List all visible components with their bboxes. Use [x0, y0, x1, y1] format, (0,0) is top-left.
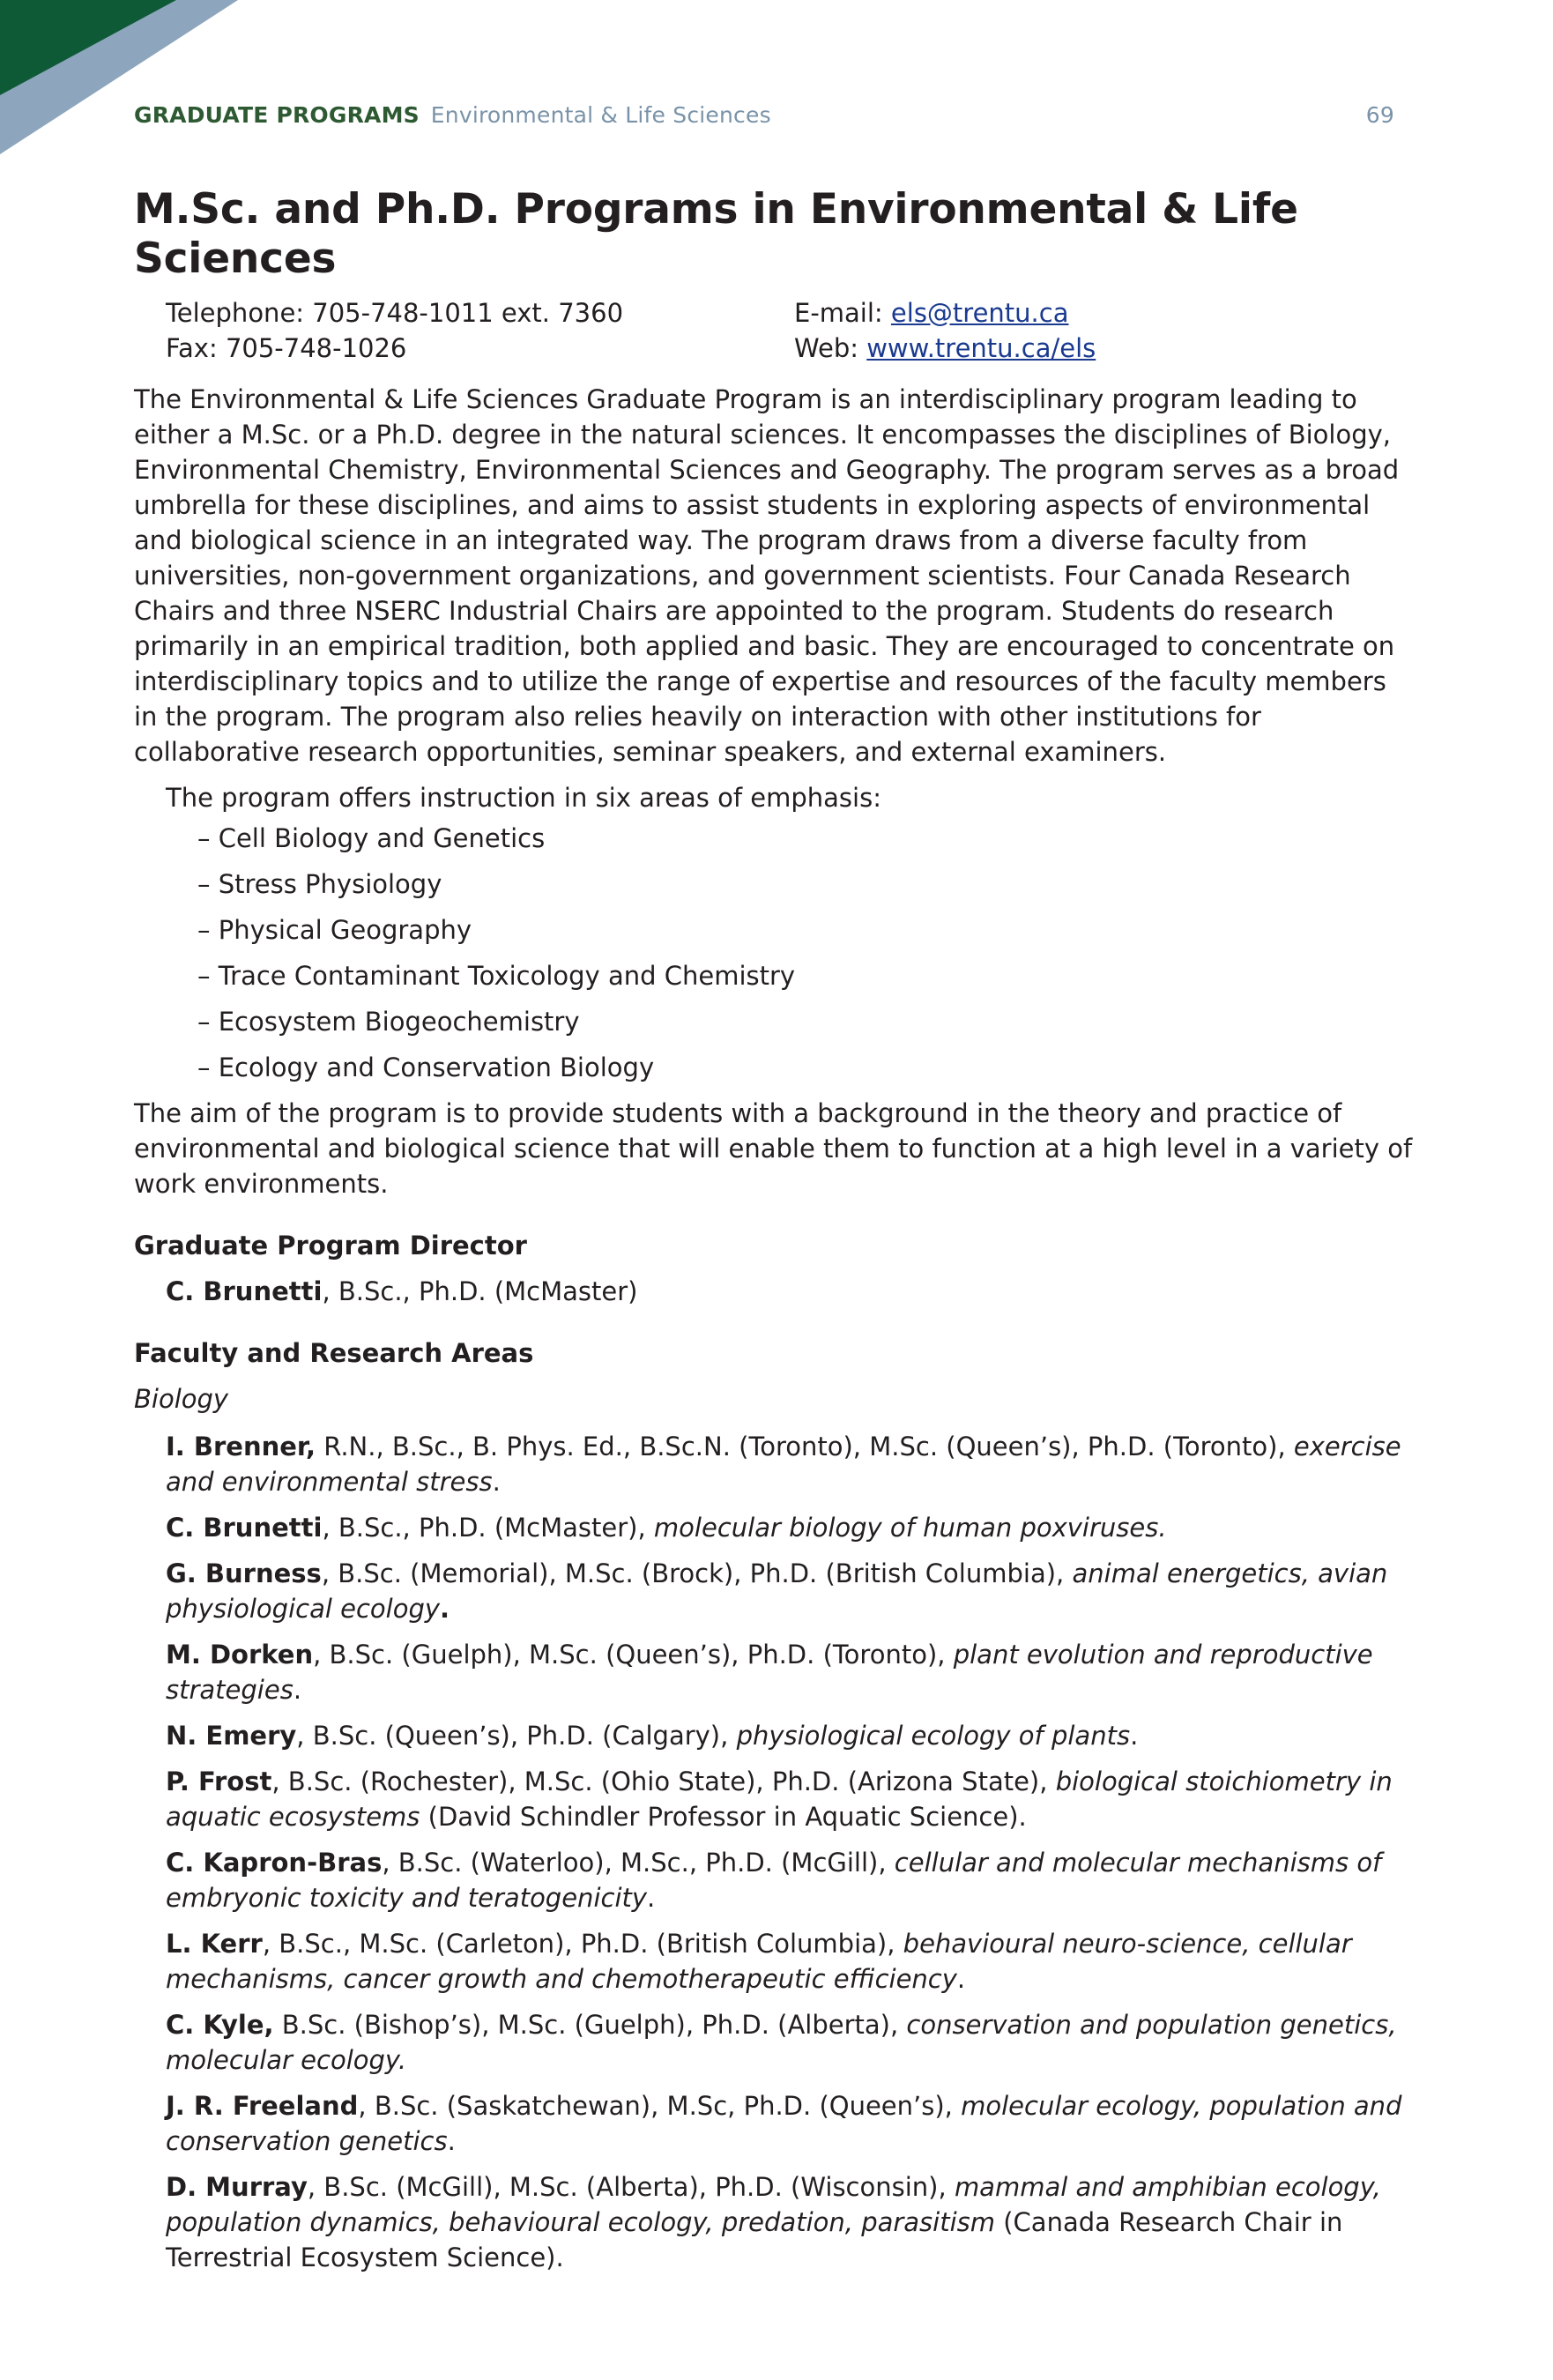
faculty-name: G. Burness	[166, 1558, 322, 1588]
email-line	[794, 295, 1069, 331]
running-header-section: GRADUATE PROGRAMS	[134, 102, 420, 128]
faculty-credentials: B.Sc. (Bishop’s), M.Sc. (Guelph), Ph.D. (Alberta),	[273, 2009, 907, 2040]
emphasis-list	[134, 821, 1416, 1085]
faculty-research: conservation and population genetics, molecular ecology.	[166, 2009, 1397, 2075]
faculty-research: molecular ecology, population and conservation genetics	[166, 2090, 1402, 2156]
faculty-research: biological stoichiometry in aquatic ecosystems	[166, 1766, 1393, 1832]
faculty-credentials: , B.Sc. (Memorial), M.Sc. (Brock), Ph.D. (British Columbia),	[321, 1558, 1073, 1588]
emphasis-item: – Cell Biology and Genetics	[197, 822, 546, 853]
faculty-name: M. Dorken	[166, 1639, 314, 1670]
faculty-entry	[166, 2088, 1416, 2159]
faculty-heading: Faculty and Research Areas	[134, 1337, 534, 1368]
faculty-credentials: , B.Sc. (Guelph), M.Sc. (Queen’s), Ph.D. (Toronto),	[313, 1639, 954, 1670]
emphasis-item: – Trace Contaminant Toxicology and Chemistry	[197, 960, 796, 991]
faculty-credentials: , B.Sc., Ph.D. (McMaster),	[322, 1512, 654, 1543]
emphasis-item: – Stress Physiology	[197, 868, 442, 899]
faculty-entry	[166, 1556, 1416, 1626]
director-name: C. Brunetti	[166, 1276, 323, 1306]
emphasis-item: – Physical Geography	[197, 914, 472, 945]
faculty-note: .	[447, 2125, 456, 2156]
emphasis-lead: The program offers instruction in six areas of emphasis:	[166, 782, 881, 813]
web-line	[794, 331, 1096, 366]
faculty-research: plant evolution and reproductive strategies	[166, 1639, 1373, 1705]
intro-paragraph: The Environmental & Life Sciences Graduate Program is an interdisciplinary program leading to either a M.Sc. or a Ph.D. degree in the natural sciences. It encompasses the disciplines of Biology, Environmental Chemistry, Environmental Sciences and Geography. The program serves as a broad umbrella for these disciplines, and aims to assist students in exploring aspects of environmental and biological science in an integrated way. The program draws from a diverse faculty from universities, non-government organizations, and government scientists. Four Canada Research Chairs and three NSERC Industrial Chairs are appointed to the program. Students do research primarily in an empirical tradition, both applied and basic. They are encouraged to concentrate on interdisciplinary topics and to utilize the range of expertise and resources of the faculty members in the program. The program also relies heavily on interaction with other institutions for collaborative research opportunities, seminar speakers, and external examiners.	[134, 383, 1400, 767]
director-credentials: , B.Sc., Ph.D. (McMaster)	[322, 1276, 638, 1306]
faculty-credentials: R.N., B.Sc., B. Phys. Ed., B.Sc.N. (Toronto), M.Sc. (Queen’s), Ph.D. (Toronto),	[316, 1431, 1294, 1461]
faculty-note: .	[440, 1593, 450, 1624]
faculty-name: P. Frost	[166, 1766, 272, 1796]
fax: Fax: 705-748-1026	[166, 332, 407, 363]
faculty-credentials: , B.Sc. (Rochester), M.Sc. (Ohio State), Ph.D. (Arizona State),	[271, 1766, 1056, 1796]
faculty-name: N. Emery	[166, 1720, 297, 1751]
faculty-name: C. Brunetti	[166, 1512, 323, 1543]
faculty-name: D. Murray	[166, 2171, 308, 2202]
faculty-research: molecular biology of human poxviruses.	[653, 1512, 1167, 1543]
faculty-note: (David Schindler Professor in Aquatic Science).	[420, 1801, 1027, 1832]
faculty-note: .	[956, 1963, 966, 1994]
web-label: Web:	[794, 332, 867, 363]
faculty-entry	[166, 1845, 1416, 1915]
page-title: M.Sc. and Ph.D. Programs in Environmental & Life Sciences	[134, 185, 1298, 284]
director-heading: Graduate Program Director	[134, 1230, 527, 1261]
email-label: E-mail:	[794, 297, 891, 328]
faculty-note: .	[647, 1882, 656, 1913]
faculty-credentials: , B.Sc., M.Sc. (Carleton), Ph.D. (British Columbia),	[262, 1928, 903, 1959]
faculty-credentials: , B.Sc. (Saskatchewan), M.Sc, Ph.D. (Queen’s),	[358, 2090, 962, 2121]
email-link[interactable]: els@trentu.ca	[890, 297, 1069, 328]
faculty-entry	[166, 1429, 1416, 1499]
faculty-credentials: , B.Sc. (McGill), M.Sc. (Alberta), Ph.D. (Wisconsin),	[307, 2171, 955, 2202]
faculty-research: exercise and environmental stress	[166, 1431, 1401, 1497]
faculty-name: C. Kyle,	[166, 2009, 274, 2040]
faculty-note: (Canada Research Chair in Terrestrial Ecosystem Science).	[166, 2206, 1343, 2272]
telephone: Telephone: 705-748-1011 ext. 7360	[166, 297, 624, 328]
running-header-topic: Environmental & Life Sciences	[430, 102, 771, 128]
emphasis-item: – Ecology and Conservation Biology	[197, 1052, 655, 1082]
web-link[interactable]: www.trentu.ca/els	[866, 332, 1096, 363]
faculty-research: mammal and amphibian ecology, population dynamics, behavioural ecology, predation, parasitism	[166, 2171, 1381, 2237]
discipline-biology: Biology	[134, 1383, 229, 1414]
faculty-research: behavioural neuro-science, cellular mechanisms, cancer growth and chemotherapeutic efficiency	[166, 1928, 1352, 1994]
page-content	[134, 185, 1416, 2286]
aim-paragraph: The aim of the program is to provide students with a background in the theory and practice of environmental and biological science that will enable them to function at a high level in a variety of work environments.	[134, 1097, 1413, 1199]
page-number: 69	[1365, 102, 1394, 128]
faculty-note: .	[492, 1466, 501, 1497]
faculty-name: J. R. Freeland	[166, 2090, 359, 2121]
faculty-research: cellular and molecular mechanisms of embryonic toxicity and teratogenicity	[166, 1847, 1382, 1913]
contact-block	[166, 295, 1416, 366]
faculty-entry	[166, 2007, 1416, 2078]
faculty-credentials: , B.Sc. (Waterloo), M.Sc., Ph.D. (McGill),	[382, 1847, 895, 1878]
faculty-research: physiological ecology of plants	[736, 1720, 1131, 1751]
faculty-entry	[166, 1637, 1416, 1707]
faculty-name: I. Brenner,	[166, 1431, 316, 1461]
faculty-research: animal energetics, avian physiological ecology	[166, 1558, 1388, 1624]
running-header	[134, 102, 1394, 128]
emphasis-item: – Ecosystem Biogeochemistry	[197, 1006, 580, 1037]
faculty-name: L. Kerr	[166, 1928, 263, 1959]
faculty-entry	[166, 1718, 1416, 1753]
faculty-entry	[166, 1926, 1416, 1997]
faculty-entry	[166, 1764, 1416, 1834]
director-entry	[166, 1274, 1416, 1309]
faculty-note: .	[293, 1674, 302, 1705]
corner-decoration	[0, 0, 264, 159]
faculty-entry	[166, 2169, 1416, 2275]
faculty-list	[166, 1429, 1416, 2275]
faculty-name: C. Kapron-Bras	[166, 1847, 383, 1878]
faculty-entry	[166, 1510, 1416, 1545]
faculty-credentials: , B.Sc. (Queen’s), Ph.D. (Calgary),	[296, 1720, 737, 1751]
faculty-note: .	[1130, 1720, 1139, 1751]
